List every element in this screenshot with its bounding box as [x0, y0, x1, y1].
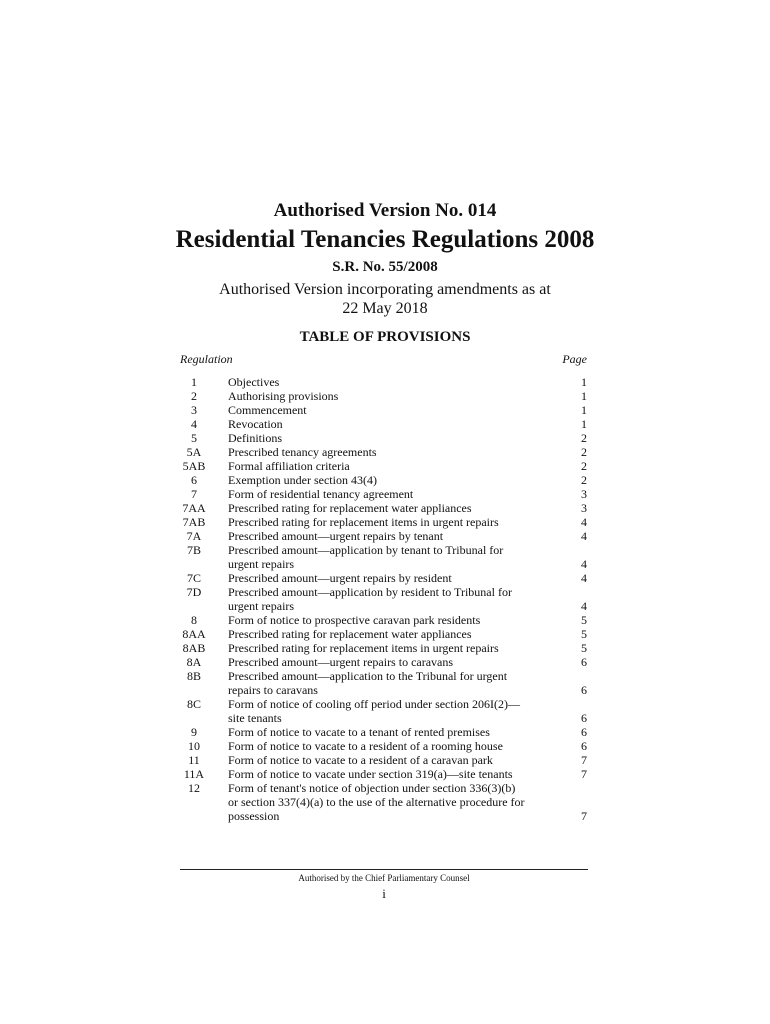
toc-entry-title	[228, 725, 552, 739]
toc-entry-title	[228, 669, 552, 697]
toc-entry-number-text: 7B	[186, 543, 201, 557]
toc-entry-page: 1	[581, 403, 587, 417]
toc-entry-number	[180, 389, 228, 403]
toc-entry[interactable]	[180, 641, 587, 655]
toc-entry-page: 2	[581, 473, 587, 487]
toc-entry-title	[228, 585, 552, 613]
toc-entry-title-line: Prescribed rating for replacement water appliances	[228, 627, 472, 641]
toc-entry-number-text: 12	[188, 781, 200, 795]
toc-entry[interactable]	[180, 543, 587, 571]
footer-divider	[180, 869, 588, 870]
authorised-version-heading: Authorised Version No. 014	[273, 200, 497, 221]
toc-entry-number-text: 8AA	[182, 627, 206, 641]
toc-entry-title	[228, 739, 552, 753]
toc-entry-title	[228, 389, 552, 403]
toc-entry-page: 2	[581, 445, 587, 459]
toc-entry[interactable]	[180, 781, 587, 823]
toc-entry-title-line: Form of tenant's notice of objection under section 336(3)(b)	[228, 781, 516, 795]
toc-entry[interactable]	[180, 487, 587, 501]
toc-entry-page: 4	[581, 557, 587, 571]
toc-entry-title-line: Form of notice to vacate to a tenant of rented premises	[228, 725, 490, 739]
amendment-statement-line: Authorised Version incorporating amendments as at	[219, 281, 551, 298]
toc-entry-title	[228, 641, 552, 655]
toc-entry[interactable]	[180, 655, 587, 669]
toc-entry-page: 7	[581, 809, 587, 823]
toc-entry-number	[180, 613, 228, 627]
toc-entry-page: 4	[581, 599, 587, 613]
toc-entry-number	[180, 515, 228, 529]
toc-entry-number	[180, 487, 228, 501]
toc-entry-title	[228, 445, 552, 459]
toc-entry[interactable]	[180, 515, 587, 529]
toc-entry-page: 6	[581, 711, 587, 725]
toc-entry-number	[180, 417, 228, 431]
toc-entry-title-line: Prescribed rating for replacement items in urgent repairs	[228, 641, 499, 655]
toc-entry-number-text: 7AB	[182, 515, 206, 529]
toc-entry-title-line: Form of notice to vacate to a resident of a caravan park	[228, 753, 493, 767]
toc-entry-title-line: Prescribed rating for replacement water appliances	[228, 501, 472, 515]
toc-entry-page: 5	[581, 641, 587, 655]
toc-entry-title-line: repairs to caravans	[228, 683, 318, 697]
toc-heading: TABLE OF PROVISIONS	[299, 329, 471, 345]
toc-entry-title	[228, 501, 552, 515]
toc-entry[interactable]	[180, 585, 587, 613]
toc-entry-title-line: Prescribed amount—urgent repairs by resident	[228, 571, 452, 585]
toc-entry-title-line: site tenants	[228, 711, 282, 725]
toc-entry-title-line: Definitions	[228, 431, 282, 445]
toc-entry-title-line: urgent repairs	[228, 557, 295, 571]
toc-entry-title	[228, 655, 552, 669]
toc-entry-number-text: 11A	[183, 767, 205, 781]
toc-entry-number	[180, 669, 228, 683]
toc-entry-number	[180, 571, 228, 585]
toc-entry-title-line: possession	[228, 809, 280, 823]
toc-entry-page: 3	[581, 501, 587, 515]
toc-entry-number	[180, 697, 228, 711]
toc-entry[interactable]	[180, 725, 587, 739]
toc-entry-title	[228, 767, 552, 781]
toc-entry-title-line: Formal affiliation criteria	[228, 459, 350, 473]
toc-entry-title-line: Authorising provisions	[228, 389, 339, 403]
toc-entry-number-text: 7	[191, 487, 197, 501]
toc-entry-number-text: 7AA	[182, 501, 206, 515]
document-title: Residential Tenancies Regulations 2008	[175, 226, 595, 253]
toc-entry-number-text: 11	[188, 753, 200, 767]
toc-entry[interactable]	[180, 753, 587, 767]
toc-entry[interactable]	[180, 473, 587, 487]
toc-entry-number-text: 3	[191, 403, 197, 417]
toc-entry-number	[180, 445, 228, 459]
toc-entry-title-line: Objectives	[228, 375, 280, 389]
toc-entry-title-line: Prescribed tenancy agreements	[228, 445, 377, 459]
toc-entry-page: 7	[581, 767, 587, 781]
toc-entry-number	[180, 781, 228, 795]
toc-entry-title-line: Prescribed amount—application by resident to Tribunal for	[228, 585, 512, 599]
toc-entry-page: 4	[581, 571, 587, 585]
toc-entry-number	[180, 543, 228, 557]
toc-entry-number-text: 4	[191, 417, 197, 431]
toc-entry-title	[228, 403, 552, 417]
toc-entry-number-text: 8A	[186, 655, 202, 669]
toc-entry-number	[180, 627, 228, 641]
toc-entry-page: 1	[581, 375, 587, 389]
toc-entry-number-text: 7C	[186, 571, 201, 585]
amendment-statement-date: 22 May 2018	[342, 300, 428, 317]
toc-entry-number-text: 8C	[186, 697, 201, 711]
table-of-provisions	[180, 375, 587, 823]
footer-authorisation: Authorised by the Chief Parliamentary Counsel	[298, 873, 470, 883]
toc-entry-title-line: Prescribed amount—application by tenant to Tribunal for	[228, 543, 504, 557]
toc-entry-title	[228, 459, 552, 473]
toc-entry[interactable]	[180, 445, 587, 459]
toc-entry-number-text: 8	[191, 613, 197, 627]
toc-entry[interactable]	[180, 501, 587, 515]
toc-column-page: Page	[562, 352, 587, 366]
toc-entry-title-line: Form of residential tenancy agreement	[228, 487, 414, 501]
toc-entry-number-text: 5A	[186, 445, 202, 459]
toc-entry-title-line: Form of notice to prospective caravan park residents	[228, 613, 481, 627]
toc-entry-title	[228, 473, 552, 487]
toc-entry-page: 4	[581, 515, 587, 529]
toc-entry-number	[180, 403, 228, 417]
toc-entry-title	[228, 613, 552, 627]
toc-entry[interactable]	[180, 697, 587, 725]
toc-entry-title	[228, 571, 552, 585]
toc-entry-number-text: 10	[188, 739, 200, 753]
toc-entry-number	[180, 529, 228, 543]
toc-entry-number-text: 8B	[186, 669, 201, 683]
toc-entry-number	[180, 459, 228, 473]
toc-entry[interactable]	[180, 767, 587, 781]
toc-entry-page: 2	[581, 459, 587, 473]
toc-entry-title-line: Prescribed amount—urgent repairs to caravans	[228, 655, 454, 669]
toc-entry-title-line: Revocation	[228, 417, 283, 431]
toc-entry-title-line: urgent repairs	[228, 599, 295, 613]
toc-entry[interactable]	[180, 375, 587, 389]
toc-entry-page: 6	[581, 655, 587, 669]
toc-entry-page: 5	[581, 627, 587, 641]
toc-entry-number	[180, 753, 228, 767]
toc-entry[interactable]	[180, 669, 587, 697]
toc-entry-number-text: 8AB	[182, 641, 206, 655]
toc-entry-title	[228, 515, 552, 529]
toc-entry-title	[228, 543, 552, 571]
toc-entry-number	[180, 655, 228, 669]
toc-entry-title	[228, 375, 552, 389]
toc-entry-number	[180, 375, 228, 389]
toc-entry-title	[228, 417, 552, 431]
toc-entry-page: 2	[581, 431, 587, 445]
statutory-rule-number: S.R. No. 55/2008	[332, 259, 438, 275]
toc-entry-number	[180, 767, 228, 781]
toc-entry[interactable]	[180, 403, 587, 417]
toc-entry-number	[180, 641, 228, 655]
toc-entry-number	[180, 473, 228, 487]
toc-entry-title-line: Prescribed rating for replacement items in urgent repairs	[228, 515, 499, 529]
toc-entry-title	[228, 529, 552, 543]
toc-entry-number-text: 7D	[186, 585, 202, 599]
toc-entry-page: 6	[581, 725, 587, 739]
toc-entry[interactable]	[180, 613, 587, 627]
toc-entry-number-text: 5	[191, 431, 197, 445]
toc-entry-number	[180, 431, 228, 445]
page-number: i	[382, 886, 386, 901]
toc-entry-number	[180, 501, 228, 515]
toc-entry-title-line: Prescribed amount—urgent repairs by tenant	[228, 529, 444, 543]
toc-entry-title	[228, 753, 552, 767]
toc-entry-number-text: 2	[191, 389, 197, 403]
toc-entry-number	[180, 725, 228, 739]
toc-entry-title-line: Form of notice of cooling off period under section 206I(2)—	[228, 697, 521, 711]
toc-entry-page: 6	[581, 739, 587, 753]
toc-entry-title	[228, 781, 552, 823]
toc-entry[interactable]	[180, 529, 587, 543]
toc-entry-title-line: Commencement	[228, 403, 307, 417]
amendment-statement	[200, 280, 570, 318]
toc-entry[interactable]	[180, 739, 587, 753]
toc-column-regulation: Regulation	[180, 352, 233, 366]
toc-entry-number	[180, 585, 228, 599]
toc-entry-page: 3	[581, 487, 587, 501]
toc-entry-title	[228, 431, 552, 445]
toc-entry-title	[228, 487, 552, 501]
toc-entry-page: 7	[581, 753, 587, 767]
toc-entry[interactable]	[180, 417, 587, 431]
toc-entry-page: 4	[581, 529, 587, 543]
toc-entry-title-line: Exemption under section 43(4)	[228, 473, 377, 487]
toc-entry-page: 1	[581, 417, 587, 431]
toc-entry[interactable]	[180, 571, 587, 585]
toc-entry-page: 6	[581, 683, 587, 697]
toc-entry-number-text: 7A	[186, 529, 202, 543]
toc-entry-page: 5	[581, 613, 587, 627]
toc-entry-title-line: Form of notice to vacate to a resident of a rooming house	[228, 739, 503, 753]
toc-entry-title-line: or section 337(4)(a) to the use of the alternative procedure for	[228, 795, 525, 809]
toc-entry-number	[180, 739, 228, 753]
toc-entry[interactable]	[180, 627, 587, 641]
toc-entry-page: 1	[581, 389, 587, 403]
toc-entry-title-line: Form of notice to vacate under section 319(a)—site tenants	[228, 767, 513, 781]
toc-entry-title	[228, 627, 552, 641]
toc-entry-title	[228, 697, 552, 725]
toc-entry[interactable]	[180, 431, 587, 445]
toc-entry[interactable]	[180, 459, 587, 473]
toc-entry-number-text: 5AB	[182, 459, 206, 473]
toc-entry[interactable]	[180, 389, 587, 403]
toc-entry-number-text: 1	[191, 375, 197, 389]
toc-entry-title-line: Prescribed amount—application to the Tribunal for urgent	[228, 669, 508, 683]
toc-entry-number-text: 9	[191, 725, 197, 739]
toc-entry-number-text: 6	[191, 473, 197, 487]
